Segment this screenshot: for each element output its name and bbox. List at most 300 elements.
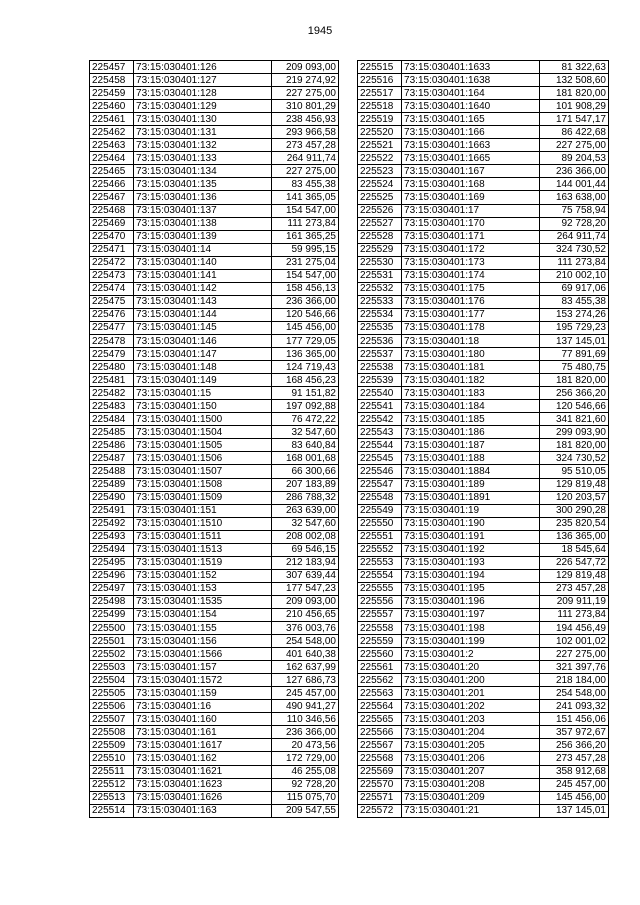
- value-cell: 92 728,20: [272, 778, 339, 791]
- row-number-cell: 225474: [90, 282, 134, 295]
- table-row: [90, 61, 339, 74]
- row-number-cell: 225506: [90, 700, 134, 713]
- cadastral-number-cell: 73:15:030401:129: [134, 100, 272, 113]
- cadastral-number-cell: 73:15:030401:208: [402, 778, 540, 791]
- table-row: [90, 126, 339, 139]
- cadastral-number-cell: 73:15:030401:204: [402, 726, 540, 739]
- row-number-cell: 225519: [358, 113, 402, 126]
- value-cell: 83 455,38: [272, 178, 339, 191]
- table-row: [90, 191, 339, 204]
- row-number-cell: 225509: [90, 739, 134, 752]
- table-row: [358, 504, 609, 517]
- row-number-cell: 225493: [90, 530, 134, 543]
- value-cell: 151 456,06: [540, 713, 609, 726]
- row-number-cell: 225463: [90, 139, 134, 152]
- value-cell: 91 151,82: [272, 387, 339, 400]
- cadastral-number-cell: 73:15:030401:1504: [134, 426, 272, 439]
- cadastral-number-cell: 73:15:030401:181: [402, 361, 540, 374]
- value-cell: 195 729,23: [540, 321, 609, 334]
- row-number-cell: 225499: [90, 608, 134, 621]
- table-row: [90, 100, 339, 113]
- table-row: [90, 556, 339, 569]
- table-row: [90, 400, 339, 413]
- cadastral-number-cell: 73:15:030401:153: [134, 582, 272, 595]
- table-row: [358, 295, 609, 308]
- value-cell: 273 457,28: [540, 752, 609, 765]
- cadastral-number-cell: 73:15:030401:189: [402, 478, 540, 491]
- cadastral-number-cell: 73:15:030401:174: [402, 269, 540, 282]
- table-row: [90, 478, 339, 491]
- value-cell: 238 456,93: [272, 113, 339, 126]
- table-row: [358, 608, 609, 621]
- row-number-cell: 225471: [90, 243, 134, 256]
- table-row: [90, 661, 339, 674]
- row-number-cell: 225495: [90, 556, 134, 569]
- value-cell: 226 547,72: [540, 556, 609, 569]
- cadastral-number-cell: 73:15:030401:159: [134, 687, 272, 700]
- row-number-cell: 225571: [358, 791, 402, 804]
- table-row: [358, 139, 609, 152]
- row-number-cell: 225557: [358, 608, 402, 621]
- row-number-cell: 225490: [90, 491, 134, 504]
- value-cell: 132 508,60: [540, 74, 609, 87]
- row-number-cell: 225486: [90, 439, 134, 452]
- value-cell: 75 480,75: [540, 361, 609, 374]
- row-number-cell: 225492: [90, 517, 134, 530]
- table-row: [358, 230, 609, 243]
- value-cell: 254 548,00: [540, 687, 609, 700]
- cadastral-number-cell: 73:15:030401:1626: [134, 791, 272, 804]
- cadastral-number-cell: 73:15:030401:132: [134, 139, 272, 152]
- table-row: [90, 726, 339, 739]
- table-row: [90, 165, 339, 178]
- row-number-cell: 225535: [358, 321, 402, 334]
- value-cell: 310 801,29: [272, 100, 339, 113]
- cadastral-number-cell: 73:15:030401:1505: [134, 439, 272, 452]
- row-number-cell: 225458: [90, 74, 134, 87]
- value-cell: 256 366,20: [540, 387, 609, 400]
- table-row: [358, 321, 609, 334]
- cadastral-number-cell: 73:15:030401:1535: [134, 595, 272, 608]
- row-number-cell: 225515: [358, 61, 402, 74]
- value-cell: 209 093,00: [272, 595, 339, 608]
- cadastral-number-cell: 73:15:030401:18: [402, 334, 540, 347]
- cadastral-number-cell: 73:15:030401:1506: [134, 452, 272, 465]
- value-cell: 69 917,06: [540, 282, 609, 295]
- cadastral-number-cell: 73:15:030401:150: [134, 400, 272, 413]
- row-number-cell: 225563: [358, 687, 402, 700]
- cadastral-number-cell: 73:15:030401:130: [134, 113, 272, 126]
- cadastral-number-cell: 73:15:030401:187: [402, 439, 540, 452]
- row-number-cell: 225528: [358, 230, 402, 243]
- value-cell: 245 457,00: [540, 778, 609, 791]
- row-number-cell: 225470: [90, 230, 134, 243]
- cadastral-number-cell: 73:15:030401:143: [134, 295, 272, 308]
- cadastral-number-cell: 73:15:030401:1509: [134, 491, 272, 504]
- table-row: [90, 282, 339, 295]
- table-row: [358, 752, 609, 765]
- cadastral-number-cell: 73:15:030401:1500: [134, 413, 272, 426]
- value-cell: 231 275,04: [272, 256, 339, 269]
- value-cell: 136 365,00: [272, 348, 339, 361]
- cadastral-number-cell: 73:15:030401:195: [402, 582, 540, 595]
- row-number-cell: 225545: [358, 452, 402, 465]
- cadastral-number-cell: 73:15:030401:188: [402, 452, 540, 465]
- table-row: [358, 269, 609, 282]
- table-row: [358, 635, 609, 648]
- cadastral-number-cell: 73:15:030401:155: [134, 622, 272, 635]
- cadastral-number-cell: 73:15:030401:193: [402, 556, 540, 569]
- cadastral-number-cell: 73:15:030401:21: [402, 804, 540, 817]
- row-number-cell: 225462: [90, 126, 134, 139]
- cadastral-number-cell: 73:15:030401:185: [402, 413, 540, 426]
- value-cell: 124 719,43: [272, 361, 339, 374]
- value-cell: 76 472,22: [272, 413, 339, 426]
- row-number-cell: 225480: [90, 361, 134, 374]
- row-number-cell: 225497: [90, 582, 134, 595]
- value-cell: 236 366,00: [540, 165, 609, 178]
- value-cell: 168 001,68: [272, 452, 339, 465]
- value-cell: 32 547,60: [272, 517, 339, 530]
- value-cell: 227 275,00: [540, 139, 609, 152]
- row-number-cell: 225500: [90, 622, 134, 635]
- table-row: [90, 308, 339, 321]
- value-cell: 144 001,44: [540, 178, 609, 191]
- table-row: [358, 243, 609, 256]
- row-number-cell: 225572: [358, 804, 402, 817]
- cadastral-number-cell: 73:15:030401:1511: [134, 530, 272, 543]
- cadastral-number-cell: 73:15:030401:1884: [402, 465, 540, 478]
- row-number-cell: 225542: [358, 413, 402, 426]
- cadastral-number-cell: 73:15:030401:135: [134, 178, 272, 191]
- row-number-cell: 225483: [90, 400, 134, 413]
- row-number-cell: 225522: [358, 152, 402, 165]
- cadastral-number-cell: 73:15:030401:164: [402, 87, 540, 100]
- value-cell: 177 729,05: [272, 334, 339, 347]
- value-cell: 235 820,54: [540, 517, 609, 530]
- table-row: [358, 700, 609, 713]
- value-cell: 110 346,56: [272, 713, 339, 726]
- table-row: [90, 778, 339, 791]
- table-row: [90, 426, 339, 439]
- value-cell: 209 093,00: [272, 61, 339, 74]
- table-row: [358, 595, 609, 608]
- value-cell: 358 912,68: [540, 765, 609, 778]
- table-row: [90, 178, 339, 191]
- table-row: [90, 361, 339, 374]
- row-number-cell: 225461: [90, 113, 134, 126]
- row-number-cell: 225556: [358, 595, 402, 608]
- table-row: [90, 517, 339, 530]
- row-number-cell: 225560: [358, 648, 402, 661]
- row-number-cell: 225487: [90, 452, 134, 465]
- value-cell: 137 145,01: [540, 804, 609, 817]
- cadastral-number-cell: 73:15:030401:134: [134, 165, 272, 178]
- cadastral-number-cell: 73:15:030401:131: [134, 126, 272, 139]
- table-row: [90, 700, 339, 713]
- value-cell: 341 821,60: [540, 413, 609, 426]
- table-row: [358, 413, 609, 426]
- value-cell: 145 456,00: [540, 791, 609, 804]
- value-cell: 75 758,94: [540, 204, 609, 217]
- cadastral-number-cell: 73:15:030401:180: [402, 348, 540, 361]
- row-number-cell: 225475: [90, 295, 134, 308]
- table-row: [90, 269, 339, 282]
- value-cell: 168 456,23: [272, 374, 339, 387]
- table-row: [90, 543, 339, 556]
- row-number-cell: 225527: [358, 217, 402, 230]
- value-cell: 490 941,27: [272, 700, 339, 713]
- table-row: [358, 582, 609, 595]
- cadastral-number-cell: 73:15:030401:1665: [402, 152, 540, 165]
- cadastral-number-cell: 73:15:030401:177: [402, 308, 540, 321]
- cadastral-number-cell: 73:15:030401:133: [134, 152, 272, 165]
- registry-table-left: [89, 60, 339, 818]
- table-row: [90, 374, 339, 387]
- row-number-cell: 225465: [90, 165, 134, 178]
- table-row: [90, 321, 339, 334]
- row-number-cell: 225532: [358, 282, 402, 295]
- value-cell: 172 729,00: [272, 752, 339, 765]
- table-row: [90, 648, 339, 661]
- cadastral-number-cell: 73:15:030401:151: [134, 504, 272, 517]
- cadastral-number-cell: 73:15:030401:175: [402, 282, 540, 295]
- cadastral-number-cell: 73:15:030401:1633: [402, 61, 540, 74]
- table-row: [358, 113, 609, 126]
- row-number-cell: 225491: [90, 504, 134, 517]
- cadastral-number-cell: 73:15:030401:1891: [402, 491, 540, 504]
- table-row: [90, 87, 339, 100]
- cadastral-number-cell: 73:15:030401:1663: [402, 139, 540, 152]
- cadastral-number-cell: 73:15:030401:194: [402, 569, 540, 582]
- row-number-cell: 225566: [358, 726, 402, 739]
- value-cell: 102 001,02: [540, 635, 609, 648]
- row-number-cell: 225543: [358, 426, 402, 439]
- value-cell: 111 273,84: [540, 256, 609, 269]
- cadastral-number-cell: 73:15:030401:17: [402, 204, 540, 217]
- row-number-cell: 225504: [90, 674, 134, 687]
- cadastral-number-cell: 73:15:030401:1507: [134, 465, 272, 478]
- value-cell: 236 366,00: [272, 295, 339, 308]
- row-number-cell: 225482: [90, 387, 134, 400]
- value-cell: 129 819,48: [540, 569, 609, 582]
- table-row: [90, 582, 339, 595]
- table-row: [90, 113, 339, 126]
- value-cell: 95 510,05: [540, 465, 609, 478]
- table-row: [90, 608, 339, 621]
- value-cell: 153 274,26: [540, 308, 609, 321]
- row-number-cell: 225507: [90, 713, 134, 726]
- value-cell: 120 203,57: [540, 491, 609, 504]
- row-number-cell: 225570: [358, 778, 402, 791]
- table-row: [358, 334, 609, 347]
- table-row: [358, 687, 609, 700]
- cadastral-number-cell: 73:15:030401:15: [134, 387, 272, 400]
- value-cell: 181 820,00: [540, 87, 609, 100]
- row-number-cell: 225503: [90, 661, 134, 674]
- row-number-cell: 225501: [90, 635, 134, 648]
- table-row: [358, 713, 609, 726]
- row-number-cell: 225520: [358, 126, 402, 139]
- cadastral-number-cell: 73:15:030401:167: [402, 165, 540, 178]
- value-cell: 357 972,67: [540, 726, 609, 739]
- cadastral-number-cell: 73:15:030401:184: [402, 400, 540, 413]
- row-number-cell: 225529: [358, 243, 402, 256]
- table-row: [90, 439, 339, 452]
- value-cell: 92 728,20: [540, 217, 609, 230]
- table-row: [358, 126, 609, 139]
- cadastral-number-cell: 73:15:030401:163: [134, 804, 272, 817]
- row-number-cell: 225530: [358, 256, 402, 269]
- cadastral-number-cell: 73:15:030401:2: [402, 648, 540, 661]
- table-row: [90, 204, 339, 217]
- row-number-cell: 225481: [90, 374, 134, 387]
- row-number-cell: 225477: [90, 321, 134, 334]
- value-cell: 161 365,25: [272, 230, 339, 243]
- cadastral-number-cell: 73:15:030401:1566: [134, 648, 272, 661]
- value-cell: 273 457,28: [272, 139, 339, 152]
- value-cell: 256 366,20: [540, 739, 609, 752]
- cadastral-number-cell: 73:15:030401:161: [134, 726, 272, 739]
- cadastral-number-cell: 73:15:030401:149: [134, 374, 272, 387]
- table-row: [90, 791, 339, 804]
- row-number-cell: 225502: [90, 648, 134, 661]
- row-number-cell: 225485: [90, 426, 134, 439]
- row-number-cell: 225468: [90, 204, 134, 217]
- value-cell: 127 686,73: [272, 674, 339, 687]
- value-cell: 32 547,60: [272, 426, 339, 439]
- value-cell: 162 637,99: [272, 661, 339, 674]
- row-number-cell: 225457: [90, 61, 134, 74]
- value-cell: 401 640,38: [272, 648, 339, 661]
- cadastral-number-cell: 73:15:030401:168: [402, 178, 540, 191]
- value-cell: 207 183,89: [272, 478, 339, 491]
- cadastral-number-cell: 73:15:030401:1519: [134, 556, 272, 569]
- table-row: [90, 217, 339, 230]
- table-row: [90, 674, 339, 687]
- row-number-cell: 225531: [358, 269, 402, 282]
- value-cell: 219 274,92: [272, 74, 339, 87]
- cadastral-number-cell: 73:15:030401:16: [134, 700, 272, 713]
- cadastral-number-cell: 73:15:030401:1572: [134, 674, 272, 687]
- row-number-cell: 225496: [90, 569, 134, 582]
- cadastral-number-cell: 73:15:030401:1513: [134, 543, 272, 556]
- row-number-cell: 225537: [358, 348, 402, 361]
- cadastral-number-cell: 73:15:030401:1510: [134, 517, 272, 530]
- value-cell: 263 639,00: [272, 504, 339, 517]
- table-row: [90, 595, 339, 608]
- cadastral-number-cell: 73:15:030401:162: [134, 752, 272, 765]
- cadastral-number-cell: 73:15:030401:176: [402, 295, 540, 308]
- table-row: [358, 569, 609, 582]
- table-row: [358, 622, 609, 635]
- table-row: [358, 648, 609, 661]
- value-cell: 77 891,69: [540, 348, 609, 361]
- row-number-cell: 225479: [90, 348, 134, 361]
- cadastral-number-cell: 73:15:030401:160: [134, 713, 272, 726]
- row-number-cell: 225547: [358, 478, 402, 491]
- cadastral-number-cell: 73:15:030401:171: [402, 230, 540, 243]
- table-row: [358, 556, 609, 569]
- table-row: [90, 74, 339, 87]
- table-row: [358, 491, 609, 504]
- value-cell: 66 300,66: [272, 465, 339, 478]
- cadastral-number-cell: 73:15:030401:139: [134, 230, 272, 243]
- cadastral-number-cell: 73:15:030401:152: [134, 569, 272, 582]
- row-number-cell: 225553: [358, 556, 402, 569]
- cadastral-number-cell: 73:15:030401:145: [134, 321, 272, 334]
- table-row: [90, 413, 339, 426]
- cadastral-number-cell: 73:15:030401:172: [402, 243, 540, 256]
- row-number-cell: 225508: [90, 726, 134, 739]
- value-cell: 20 473,56: [272, 739, 339, 752]
- cadastral-number-cell: 73:15:030401:165: [402, 113, 540, 126]
- value-cell: 227 275,00: [540, 648, 609, 661]
- row-number-cell: 225568: [358, 752, 402, 765]
- table-row: [358, 426, 609, 439]
- row-number-cell: 225540: [358, 387, 402, 400]
- row-number-cell: 225558: [358, 622, 402, 635]
- cadastral-number-cell: 73:15:030401:183: [402, 387, 540, 400]
- value-cell: 208 002,08: [272, 530, 339, 543]
- value-cell: 177 547,23: [272, 582, 339, 595]
- table-row: [358, 387, 609, 400]
- value-cell: 120 546,66: [272, 308, 339, 321]
- row-number-cell: 225505: [90, 687, 134, 700]
- row-number-cell: 225467: [90, 191, 134, 204]
- table-row: [358, 465, 609, 478]
- table-row: [358, 100, 609, 113]
- table-row: [358, 374, 609, 387]
- table-row: [90, 387, 339, 400]
- table-row: [90, 334, 339, 347]
- value-cell: 210 456,65: [272, 608, 339, 621]
- row-number-cell: 225538: [358, 361, 402, 374]
- table-row: [90, 739, 339, 752]
- cadastral-number-cell: 73:15:030401:206: [402, 752, 540, 765]
- value-cell: 264 911,74: [540, 230, 609, 243]
- value-cell: 273 457,28: [540, 582, 609, 595]
- cadastral-number-cell: 73:15:030401:169: [402, 191, 540, 204]
- row-number-cell: 225567: [358, 739, 402, 752]
- cadastral-number-cell: 73:15:030401:148: [134, 361, 272, 374]
- table-row: [358, 152, 609, 165]
- table-row: [90, 635, 339, 648]
- table-row: [90, 530, 339, 543]
- table-row: [358, 674, 609, 687]
- value-cell: 197 092,88: [272, 400, 339, 413]
- value-cell: 86 422,68: [540, 126, 609, 139]
- table-body-left: [90, 61, 339, 818]
- cadastral-number-cell: 73:15:030401:140: [134, 256, 272, 269]
- row-number-cell: 225514: [90, 804, 134, 817]
- cadastral-number-cell: 73:15:030401:1623: [134, 778, 272, 791]
- row-number-cell: 225494: [90, 543, 134, 556]
- row-number-cell: 225488: [90, 465, 134, 478]
- cadastral-number-cell: 73:15:030401:14: [134, 243, 272, 256]
- value-cell: 307 639,44: [272, 569, 339, 582]
- value-cell: 83 455,38: [540, 295, 609, 308]
- value-cell: 158 456,13: [272, 282, 339, 295]
- table-row: [90, 348, 339, 361]
- table-row: [90, 243, 339, 256]
- cadastral-number-cell: 73:15:030401:1638: [402, 74, 540, 87]
- cadastral-number-cell: 73:15:030401:127: [134, 74, 272, 87]
- value-cell: 137 145,01: [540, 334, 609, 347]
- cadastral-number-cell: 73:15:030401:137: [134, 204, 272, 217]
- table-row: [358, 543, 609, 556]
- row-number-cell: 225552: [358, 543, 402, 556]
